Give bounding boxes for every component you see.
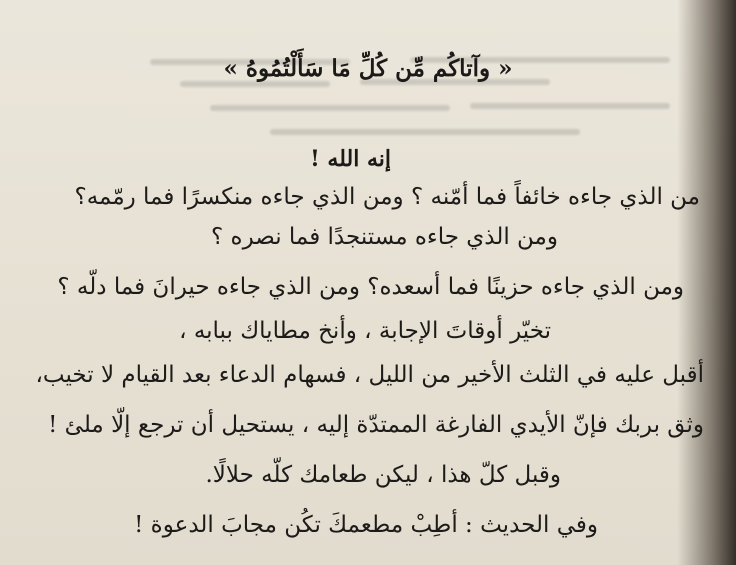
quran-quote: « وآتاكُم مِّن كُلِّ مَا سَأَلْتُمُوهُ » xyxy=(223,55,513,82)
text-line-1: من الذي جاءه خائفاً فما أمّنه ؟ ومن الذي جاءه منكسرًا فما رمّمه؟ xyxy=(74,184,700,210)
text-line-5: أقبل عليه في الثلث الأخير من الليل ، فسهام الدعاء بعد القيام لا تخيب، xyxy=(35,362,704,388)
text-line-2: ومن الذي جاءه مستنجدًا فما نصره ؟ xyxy=(211,224,558,250)
text-line-6: وثق بربك فإنّ الأيدي الفارغة الممتدّة إليه ، يستحيل أن ترجع إلّا ملئ ! xyxy=(48,412,704,438)
section-heading: إنه الله ! xyxy=(310,146,391,172)
text-line-4: تخيّر أوقاتَ الإجابة ، وأنخ مطاياك ببابه ، xyxy=(179,318,551,344)
text-line-8: وفي الحديث : أطِبْ مطعمكَ تكُن مجابَ الدعوة ! xyxy=(134,512,598,538)
text-line-7: وقبل كلّ هذا ، ليكن طعامك كلّه حلالًا. xyxy=(205,462,561,488)
text-line-3: ومن الذي جاءه حزينًا فما أسعده؟ ومن الذي جاءه حيرانَ فما دلّه ؟ xyxy=(57,274,684,300)
